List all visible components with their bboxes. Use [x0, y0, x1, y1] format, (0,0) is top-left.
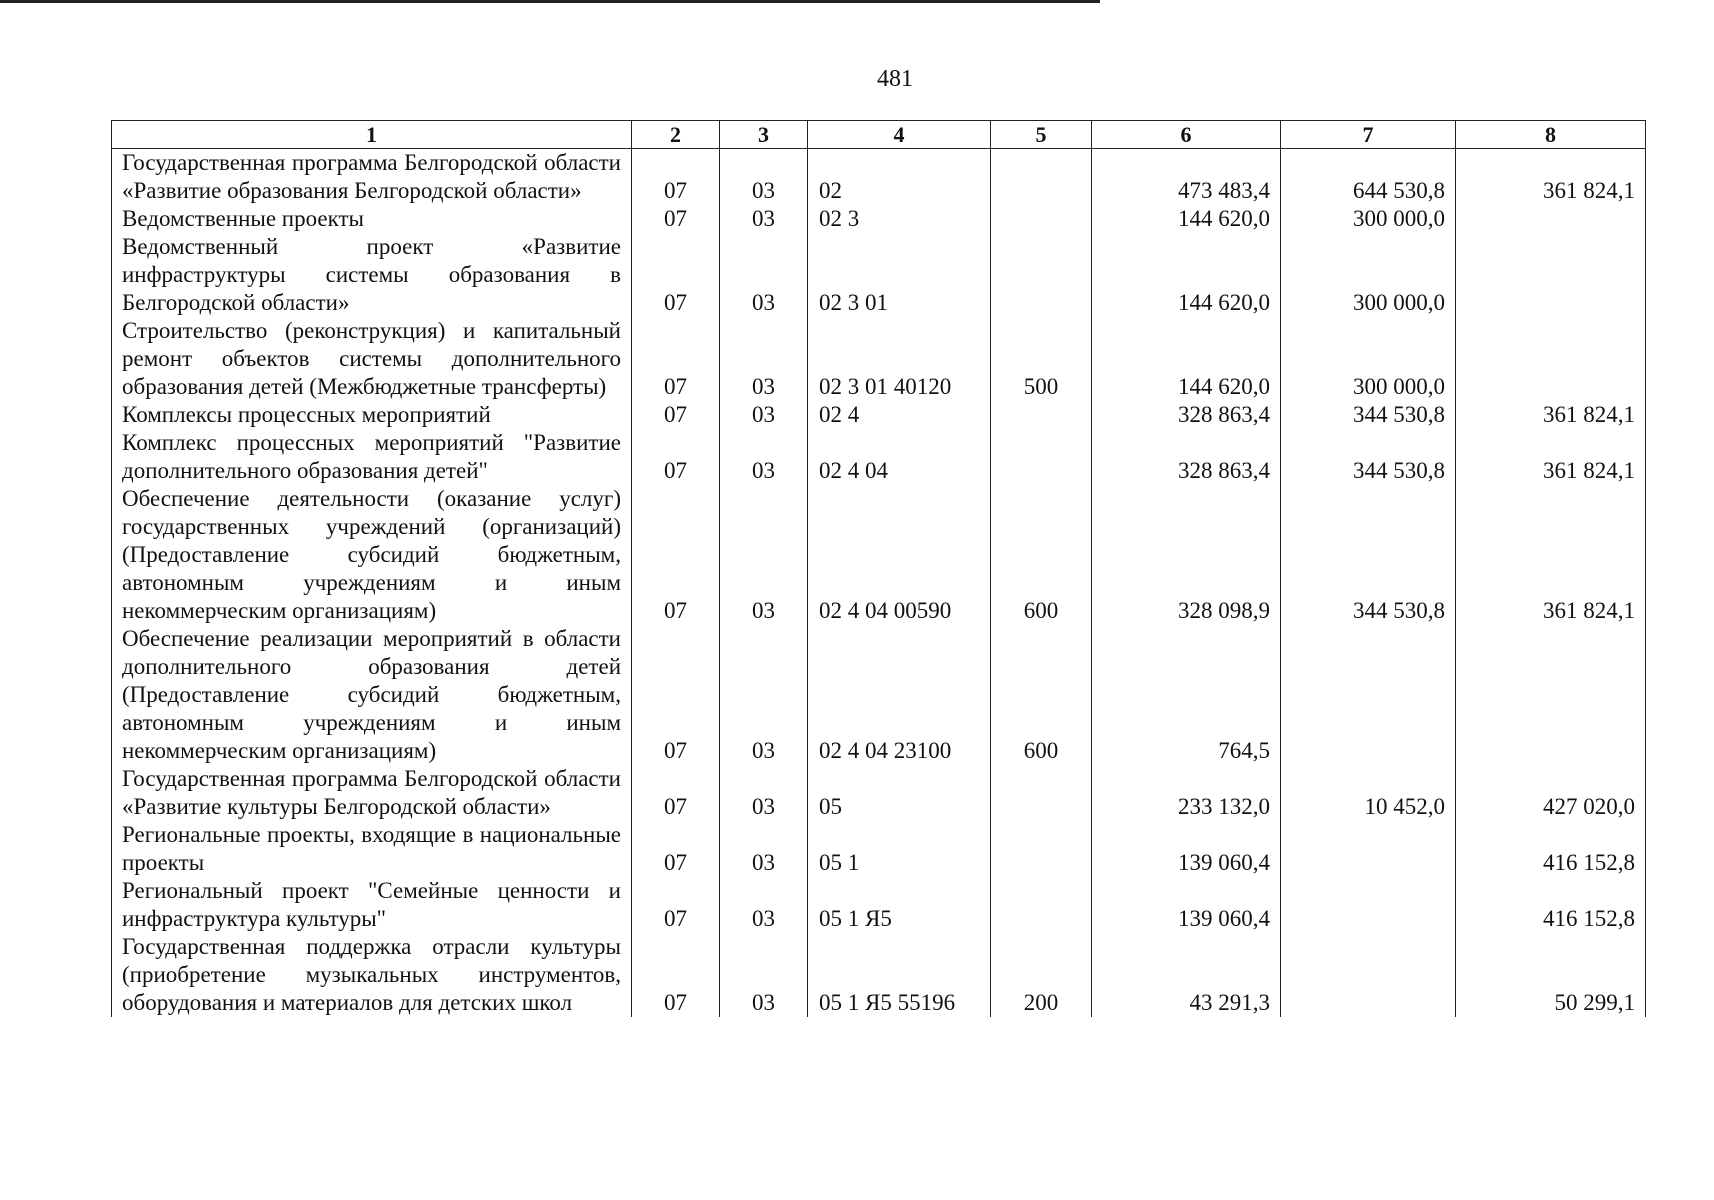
- row-cell-c7: [1281, 877, 1456, 933]
- row-cell-c5: 600: [991, 625, 1092, 765]
- row-cell-c8: [1456, 625, 1646, 765]
- row-cell-c6: 233 132,0: [1092, 765, 1281, 821]
- row-cell-c7: [1281, 821, 1456, 877]
- row-cell-c2: 07: [632, 765, 720, 821]
- row-cell-c6: 144 620,0: [1092, 317, 1281, 401]
- row-cell-c3: 03: [720, 401, 808, 429]
- row-cell-c2: 07: [632, 625, 720, 765]
- row-cell-c4: 05 1 Я5: [808, 877, 991, 933]
- table-row: [112, 765, 1646, 821]
- row-cell-c5: [991, 821, 1092, 877]
- row-cell-c7: 344 530,8: [1281, 429, 1456, 485]
- table-row: [112, 205, 1646, 233]
- table-row: [112, 317, 1646, 401]
- budget-table: [111, 120, 1646, 1017]
- row-cell-c7: 300 000,0: [1281, 317, 1456, 401]
- row-cell-c2: 07: [632, 933, 720, 1017]
- row-name-cell: Строительство (реконструкция) и капитальный ремонт объектов системы дополнительного образования детей (Межбюджетные трансферты): [112, 317, 632, 401]
- row-cell-c7: 644 530,8: [1281, 149, 1456, 206]
- row-cell-c5: [991, 205, 1092, 233]
- row-cell-c8: 361 824,1: [1456, 429, 1646, 485]
- row-cell-c7: 344 530,8: [1281, 401, 1456, 429]
- top-rule: [0, 0, 1100, 3]
- row-name-cell: Ведомственные проекты: [112, 205, 632, 233]
- column-header-8: 8: [1456, 121, 1646, 149]
- row-cell-c6: 764,5: [1092, 625, 1281, 765]
- row-name-cell: Региональные проекты, входящие в национальные проекты: [112, 821, 632, 877]
- row-cell-c2: 07: [632, 233, 720, 317]
- row-cell-c3: 03: [720, 765, 808, 821]
- table-row: [112, 933, 1646, 1017]
- table-row: [112, 821, 1646, 877]
- table-row: [112, 429, 1646, 485]
- header-row: [112, 121, 1646, 149]
- row-name-cell: Региональный проект "Семейные ценности и инфраструктура культуры": [112, 877, 632, 933]
- table-row: [112, 877, 1646, 933]
- row-cell-c8: [1456, 317, 1646, 401]
- row-cell-c6: 43 291,3: [1092, 933, 1281, 1017]
- row-cell-c5: [991, 401, 1092, 429]
- row-cell-c2: 07: [632, 317, 720, 401]
- table-row: [112, 625, 1646, 765]
- row-cell-c5: 200: [991, 933, 1092, 1017]
- row-name-cell: Государственная программа Белгородской области «Развитие образования Белгородской области»: [112, 149, 632, 206]
- row-cell-c3: 03: [720, 317, 808, 401]
- row-cell-c7: [1281, 625, 1456, 765]
- table-body: [112, 149, 1646, 1018]
- row-cell-c2: 07: [632, 205, 720, 233]
- row-cell-c4: 02 4: [808, 401, 991, 429]
- table-row: [112, 485, 1646, 625]
- row-cell-c8: 427 020,0: [1456, 765, 1646, 821]
- row-name-cell: Обеспечение деятельности (оказание услуг) государственных учреждений (организаций) (Предоставление субсидий бюджетным, автономным учреждениям и иным некоммерческим организациям): [112, 485, 632, 625]
- row-name-cell: Комплекс процессных мероприятий "Развитие дополнительного образования детей": [112, 429, 632, 485]
- row-name-cell: Комплексы процессных мероприятий: [112, 401, 632, 429]
- row-cell-c3: 03: [720, 205, 808, 233]
- row-cell-c8: 361 824,1: [1456, 149, 1646, 206]
- page-number: 481: [877, 66, 913, 92]
- row-cell-c4: 05 1 Я5 55196: [808, 933, 991, 1017]
- row-cell-c2: 07: [632, 821, 720, 877]
- row-name-cell: Обеспечение реализации мероприятий в области дополнительного образования детей (Предоставление субсидий бюджетным, автономным учреждениям и иным некоммерческим организациям): [112, 625, 632, 765]
- row-cell-c8: [1456, 205, 1646, 233]
- column-header-2: 2: [632, 121, 720, 149]
- row-cell-c3: 03: [720, 149, 808, 206]
- row-cell-c8: [1456, 233, 1646, 317]
- row-cell-c7: 10 452,0: [1281, 765, 1456, 821]
- row-cell-c2: 07: [632, 149, 720, 206]
- row-cell-c5: 500: [991, 317, 1092, 401]
- row-cell-c5: [991, 429, 1092, 485]
- row-cell-c3: 03: [720, 933, 808, 1017]
- row-cell-c4: 02 3: [808, 205, 991, 233]
- column-header-7: 7: [1281, 121, 1456, 149]
- row-cell-c3: 03: [720, 429, 808, 485]
- row-cell-c6: 139 060,4: [1092, 877, 1281, 933]
- column-header-3: 3: [720, 121, 808, 149]
- row-cell-c2: 07: [632, 429, 720, 485]
- row-cell-c2: 07: [632, 485, 720, 625]
- row-cell-c4: 02 4 04: [808, 429, 991, 485]
- row-cell-c3: 03: [720, 877, 808, 933]
- row-cell-c4: 02 3 01: [808, 233, 991, 317]
- row-cell-c3: 03: [720, 485, 808, 625]
- row-cell-c4: 02 3 01 40120: [808, 317, 991, 401]
- row-cell-c2: 07: [632, 401, 720, 429]
- row-cell-c4: 02: [808, 149, 991, 206]
- row-cell-c5: [991, 877, 1092, 933]
- row-cell-c8: 416 152,8: [1456, 877, 1646, 933]
- row-cell-c5: [991, 149, 1092, 206]
- row-cell-c4: 05: [808, 765, 991, 821]
- row-cell-c7: 344 530,8: [1281, 485, 1456, 625]
- row-cell-c8: 50 299,1: [1456, 933, 1646, 1017]
- row-cell-c6: 144 620,0: [1092, 233, 1281, 317]
- row-name-cell: Государственная поддержка отрасли культуры (приобретение музыкальных инструментов, оборудования и материалов для детских школ: [112, 933, 632, 1017]
- row-cell-c3: 03: [720, 821, 808, 877]
- row-name-cell: Ведомственный проект «Развитие инфраструктуры системы образования в Белгородской области»: [112, 233, 632, 317]
- row-cell-c4: 05 1: [808, 821, 991, 877]
- row-cell-c6: 139 060,4: [1092, 821, 1281, 877]
- row-cell-c5: 600: [991, 485, 1092, 625]
- row-cell-c6: 328 863,4: [1092, 429, 1281, 485]
- row-cell-c6: 328 863,4: [1092, 401, 1281, 429]
- row-cell-c7: 300 000,0: [1281, 233, 1456, 317]
- row-cell-c3: 03: [720, 233, 808, 317]
- row-cell-c6: 473 483,4: [1092, 149, 1281, 206]
- row-cell-c7: 300 000,0: [1281, 205, 1456, 233]
- row-cell-c5: [991, 765, 1092, 821]
- row-cell-c6: 144 620,0: [1092, 205, 1281, 233]
- column-header-6: 6: [1092, 121, 1281, 149]
- row-cell-c4: 02 4 04 00590: [808, 485, 991, 625]
- row-cell-c8: 416 152,8: [1456, 821, 1646, 877]
- table-row: [112, 401, 1646, 429]
- row-name-cell: Государственная программа Белгородской области «Развитие культуры Белгородской области»: [112, 765, 632, 821]
- column-header-5: 5: [991, 121, 1092, 149]
- row-cell-c4: 02 4 04 23100: [808, 625, 991, 765]
- row-cell-c8: 361 824,1: [1456, 401, 1646, 429]
- table-row: [112, 149, 1646, 206]
- row-cell-c3: 03: [720, 625, 808, 765]
- row-cell-c5: [991, 233, 1092, 317]
- row-cell-c7: [1281, 933, 1456, 1017]
- column-header-1: 1: [112, 121, 632, 149]
- row-cell-c6: 328 098,9: [1092, 485, 1281, 625]
- row-cell-c2: 07: [632, 877, 720, 933]
- table-row: [112, 233, 1646, 317]
- column-header-4: 4: [808, 121, 991, 149]
- row-cell-c8: 361 824,1: [1456, 485, 1646, 625]
